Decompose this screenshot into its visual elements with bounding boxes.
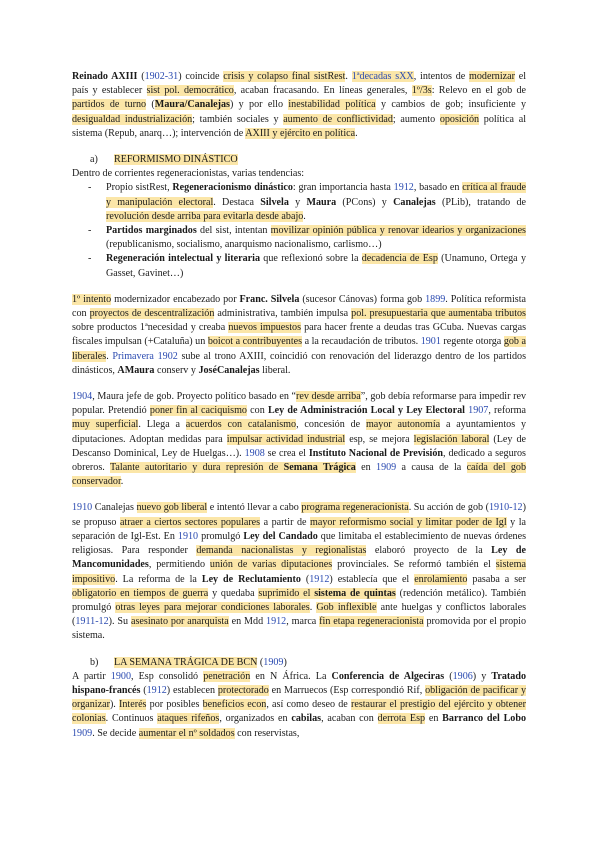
text-run: , reforma [488, 405, 526, 417]
text-run: Franc. Silvela [239, 293, 300, 305]
list-item [72, 224, 526, 252]
text-run: promulgó [198, 530, 244, 542]
text-run: atraer a ciertos sectores populares [119, 516, 261, 528]
text-run: mayor reformismo social y limitar poder de Igl [310, 516, 507, 528]
text-run: enrolamiento [414, 573, 468, 585]
text-run: ( [140, 684, 147, 696]
text-run: (Ley de Descanso Dominical, Ley de Huelgas…). [72, 433, 526, 459]
text-run: 1º/3s [411, 85, 432, 97]
text-run: fin etapa regeneracionista [319, 616, 424, 628]
text-run: 1ªdecadas sXX [351, 71, 414, 82]
text-run: poner fin al caciquismo [149, 405, 247, 417]
text-run: (Unamuno, Ortega y Gasset, Gavinet…) [106, 253, 527, 279]
text-run: Regeneracionismo dinástico [172, 182, 293, 194]
section-a-label: a) [90, 154, 98, 166]
text-run: pol. presupuestaria que aumentaba tributos [351, 308, 526, 320]
bullet-dash: - [88, 182, 92, 194]
text-run: . [120, 476, 124, 488]
text-run: beneficios econ [202, 699, 267, 711]
text-run: administrativa, también impulsa [214, 308, 352, 320]
section-b-title: LA SEMANA TRÁGICA DE BCN [114, 656, 258, 668]
text-run: unión de varias diputaciones [209, 559, 333, 571]
text-run: 1912 [146, 684, 167, 696]
text-run: Gob inflexible [316, 601, 377, 613]
text-run: a ayuntamientos y diputaciones. Adoptan medidas para [72, 419, 526, 445]
text-run: ) establecía que el [329, 573, 415, 585]
tendencies-list [72, 181, 526, 280]
text-run: . [303, 210, 306, 222]
text-run: ”, gob debía reformarse para impedir rev popular. Pretendió [72, 391, 526, 417]
text-run: proyectos de descentralización [89, 308, 215, 320]
text-run: en [425, 713, 443, 725]
text-run: se crea el [264, 447, 309, 459]
text-run: Talante autoritario y dura represión de [109, 462, 284, 474]
text-run: demanda nacionalistas y regionalistas [196, 545, 367, 557]
text-run: . La reforma de la [115, 573, 202, 585]
text-run: , organizados en [219, 713, 292, 725]
text-run: para hacer frente a deudas tras GCuba. Nuevas cargas fiscales impulsan (+Cataluña) un [72, 322, 526, 348]
text-run: crisis y colapso final sistRest [223, 71, 346, 82]
section-b-year: 1909 [263, 656, 284, 668]
text-run: a causa de la [396, 462, 467, 474]
text-run: y la separación de Igl-Est. En [72, 516, 527, 542]
text-run: ante huelgas y conflictos laborales ( [72, 601, 527, 628]
text-run: a partir de [260, 516, 310, 528]
text-run: otras leyes para mejorar condiciones laborales [115, 601, 310, 613]
text-run: 1912 [393, 182, 414, 194]
text-run: Silvela [260, 196, 289, 208]
text-run: . [355, 127, 358, 139]
text-run: , basado en [413, 182, 463, 194]
text-run: elaboró proyecto de la [366, 545, 492, 557]
text-run: esp, se mejora [345, 433, 414, 445]
text-run: en N África. La [250, 670, 332, 682]
text-run: , acaban con [321, 713, 378, 725]
document-page [72, 70, 526, 741]
text-run: Conferencia de Algeciras [331, 670, 445, 682]
text-run: caída del gob conservador [72, 462, 526, 488]
text-run: que reflexionó sobre la [260, 253, 362, 265]
section-b-label: b) [90, 656, 99, 668]
text-run: boicot a contribuyentes [207, 336, 303, 348]
text-run: Canalejas [393, 196, 436, 208]
text-run: con reservistas, [234, 727, 300, 739]
text-run: revolución desde arriba para evitarla desde abajo [106, 210, 304, 222]
silvela-paragraph [72, 293, 526, 378]
text-run: 1902-31 [144, 71, 179, 82]
text-run: obligación de pacificar y organizar [72, 684, 526, 711]
text-run: Barranco del Lobo [442, 713, 527, 725]
text-run: , concesión de [296, 419, 366, 431]
text-run: oposición [439, 113, 480, 125]
text-run: Canalejas [92, 502, 137, 514]
text-run: 1912 [266, 616, 287, 628]
text-run: restaurar el prestigio del ejército y obtener colonias [72, 699, 526, 725]
text-run: 1907 [468, 405, 489, 417]
section-b [72, 656, 526, 741]
text-run: con [246, 405, 268, 417]
text-run: ) y [472, 670, 492, 682]
section-a-heading [90, 153, 526, 167]
text-run: (PLib), tratando de [435, 196, 527, 208]
text-run: ) coincide [178, 71, 224, 82]
text-run: en Marruecos (Esp correspondió Rif, [268, 684, 426, 696]
list-item [72, 181, 526, 224]
text-run: programa regeneracionista [301, 502, 409, 514]
text-run: aumentar el nº soldados [138, 727, 235, 739]
text-run: 1912 [309, 573, 330, 585]
text-run: ( [146, 99, 155, 111]
text-run: ) establecen [166, 684, 218, 696]
text-run: movilizar opinión pública y renovar idearios y organizaciones [270, 225, 526, 237]
text-run: Tratado hispano-francés [72, 670, 526, 696]
text-run: modernizar [469, 71, 515, 82]
text-run: suprimido el [258, 587, 315, 599]
text-run: a la recaudación de tributos. [302, 336, 421, 348]
text-run: penetración [203, 670, 251, 682]
text-run: ) se propuso [72, 502, 526, 528]
text-run: . [345, 71, 352, 82]
list-item-text [106, 253, 526, 278]
text-run: ) y por ello [229, 99, 289, 111]
list-item-text [106, 182, 526, 221]
text-run: JoséCanalejas [198, 364, 260, 376]
text-run: cabilas [291, 713, 322, 725]
text-run: 1910 [177, 530, 199, 542]
text-run: Ley de Mancomunidades [72, 545, 526, 571]
text-run: partidos de turno [72, 99, 147, 111]
text-run: nuevos impuestos [228, 322, 301, 334]
text-run: Partidos marginados [106, 225, 197, 237]
text-run: : Relevo en el gob de [431, 85, 526, 97]
text-run: , permitiendo [148, 559, 210, 571]
text-run: Ley de Administración Local y Ley Electoral [267, 405, 465, 417]
text-run: 1º intento [72, 293, 112, 305]
text-run: decadencia de Esp [361, 253, 438, 265]
text-run: . Se decide [92, 727, 139, 739]
text-run: AMaura [117, 364, 155, 376]
text-run: 1910-12 [488, 502, 523, 514]
text-run: mayor autonomía [365, 419, 441, 431]
text-run: legislación laboral [413, 433, 490, 445]
text-run: del sist, intentan [196, 225, 271, 237]
text-run: y quedaba [208, 587, 259, 599]
text-run: . Política reformista con [72, 293, 527, 320]
text-run: Reinado AXIII [72, 71, 138, 82]
text-run: ; aumento [392, 113, 440, 125]
section-a-title: REFORMISMO DINÁSTICO [114, 154, 238, 166]
list-item-text [106, 225, 526, 250]
text-run: , intentos de [413, 71, 470, 82]
text-run: ( [300, 573, 310, 585]
text-run: regente otorga [440, 336, 504, 348]
text-run: 1908 [244, 447, 265, 459]
text-run: rev desde arriba [296, 391, 361, 403]
text-run: ; también sociales y [192, 113, 284, 125]
text-run: Semana Trágica [283, 462, 356, 474]
text-run: sube al trono AXIII, coincidió con renovación del liderazgo dentro de los partidos dinásticos, [72, 350, 526, 376]
text-run: . Su acción de gob ( [408, 502, 489, 514]
text-run: Interés [119, 699, 147, 711]
text-run: que limitaba el establecimiento de nuevas órdenes religiosas. Para responder [72, 530, 527, 557]
text-run: el país y establecer [72, 71, 527, 97]
section-a [72, 153, 526, 281]
intro-paragraph [72, 70, 526, 141]
text-run: Ley del Candado [243, 530, 318, 542]
text-run: 1909 [72, 727, 93, 739]
text-run: ). [109, 699, 120, 711]
section-b-heading: b) LA SEMANA TRÁGICA DE BCN (1909) [90, 656, 526, 670]
text-run: 1909 [376, 462, 397, 474]
text-run: , Maura jefe de gob. Proyecto político basado en “ [92, 391, 296, 403]
maura-paragraph [72, 390, 526, 489]
canalejas-paragraph [72, 501, 526, 643]
text-run: y [288, 196, 307, 208]
text-run: AXIII y ejército en política [245, 127, 356, 139]
text-run: sistema de quintas [314, 587, 396, 599]
text-run: sobre productos 1ªnecesidad y creaba [72, 322, 229, 334]
text-run: impulsar actividad industrial [226, 433, 346, 445]
text-run: , marca [286, 616, 320, 628]
text-run: Maura [306, 196, 337, 208]
text-run: modernizador encabezado por [111, 293, 240, 305]
text-run: sistema impositivo [72, 559, 526, 585]
text-run: (PCons) y [336, 196, 394, 208]
text-run: obligatorio en tiempos de guerra [72, 587, 209, 599]
text-run: Regeneración intelectual y literaria [106, 253, 260, 265]
text-run: 1904 [72, 391, 93, 403]
text-run: Primavera 1902 [112, 350, 178, 362]
text-run: protectorado [217, 684, 269, 696]
text-run: 1900 [110, 670, 131, 682]
list-item [72, 252, 526, 280]
text-run: crítica al fraude y manipulación electoral [106, 182, 527, 208]
text-run: ataques rifeños [157, 713, 220, 725]
text-run: promovida por el propio sistema. [72, 616, 527, 642]
text-run: en [355, 462, 377, 474]
bullet-dash: - [88, 225, 92, 237]
text-run: política al sistema (Repub, anarq…); intervención de [72, 113, 527, 139]
text-run: por posibles [146, 699, 203, 711]
text-run: e intentó llevar a cabo [207, 502, 302, 514]
text-run: , acaban fracasando. En líneas generales, [233, 85, 412, 97]
text-run: (republicanismo, socialismo, anarquismo nacionalismo, carlismo…) [106, 239, 382, 251]
text-run: ( [137, 71, 145, 82]
text-run: en Mdd [228, 616, 267, 628]
text-run: Instituto Nacional de Previsión [308, 447, 444, 459]
text-run: provinciales. Se reformó también el [332, 559, 496, 571]
text-run: liberal. [259, 364, 291, 376]
text-run: (redención metálico). También promulgó [72, 587, 526, 613]
text-run: , dedicado a seguros obreros. [72, 447, 526, 474]
text-run: , Esp consolidó [130, 670, 204, 682]
text-run: conserv y [154, 364, 199, 376]
text-run: 1906 [452, 670, 473, 682]
text-run: . [106, 350, 113, 362]
semana-tragica-paragraph [72, 670, 526, 741]
bullet-dash: - [88, 253, 92, 265]
text-run: . Continuos [105, 713, 158, 725]
text-run: . Llega a [138, 419, 186, 431]
text-run: 1911-12 [75, 616, 109, 628]
text-run: Propio sistRest, [106, 182, 173, 194]
text-run: ( [444, 670, 453, 682]
section-a-intro: Dentro de corrientes regeneracionistas, varias tendencias: [72, 168, 305, 180]
text-run: desigualdad industrialización [72, 113, 193, 125]
text-run: y cambios de gob; insuficiente y [375, 99, 527, 111]
text-run: gob a liberales [72, 336, 526, 362]
text-run: 1910 [72, 502, 93, 514]
text-run: : gran importancia hasta [292, 182, 394, 194]
text-run: (sucesor Cánovas) forma gob [299, 293, 426, 305]
text-run: acuerdos con catalanismo [185, 419, 297, 431]
text-run: . [309, 601, 317, 613]
text-run: muy superficial [72, 419, 139, 431]
text-run: A partir [72, 670, 111, 682]
text-run: pasaba a ser [467, 573, 526, 585]
text-run: , así como deseo de [266, 699, 351, 711]
text-run: aumento de conflictividad [283, 113, 393, 125]
text-run: . Destaca [213, 196, 261, 208]
text-run: 1901 [420, 336, 441, 348]
text-run: Maura/Canalejas [154, 99, 230, 111]
text-run: asesinato por anarquista [131, 616, 229, 628]
text-run: nuevo gob liberal [136, 502, 208, 514]
text-run: ). Su [108, 616, 131, 628]
text-run: 1899 [425, 293, 446, 305]
text-run: sist pol. democrático [146, 85, 234, 97]
text-run: derrota Esp [377, 713, 426, 725]
text-run: Ley de Reclutamiento [201, 573, 301, 585]
text-run: inestabilidad política [288, 99, 376, 111]
